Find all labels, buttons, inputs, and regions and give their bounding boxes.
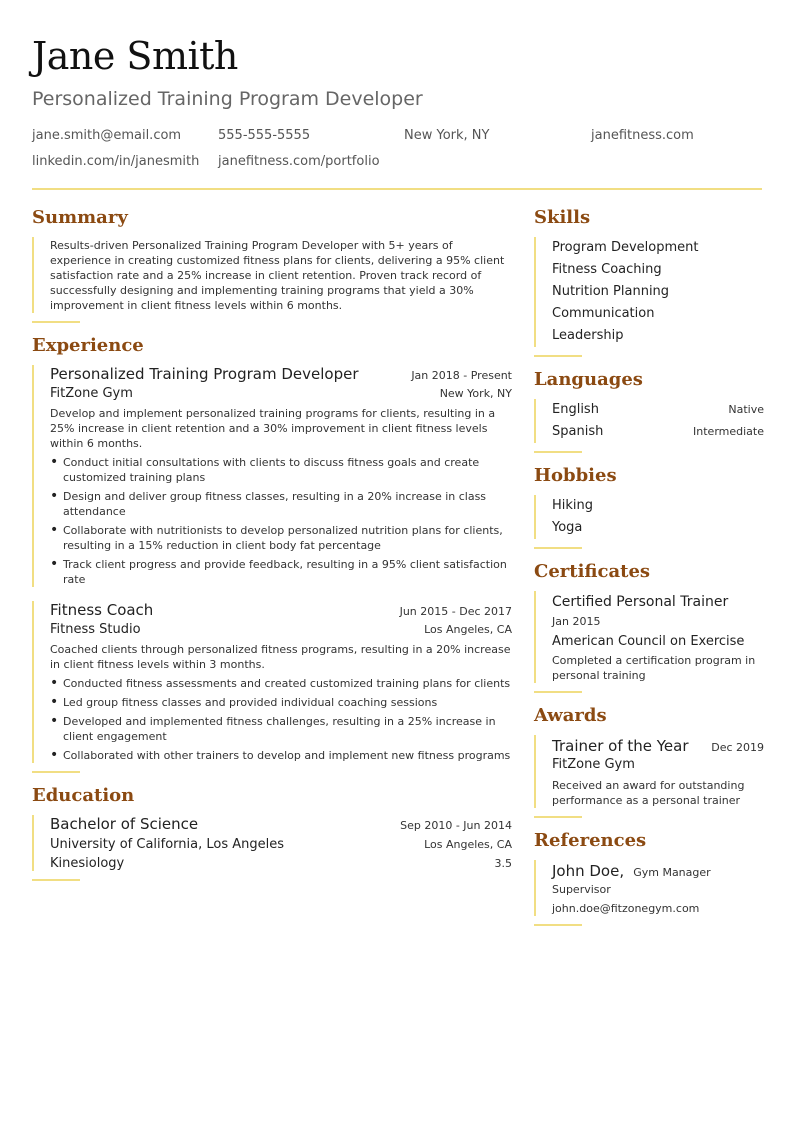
list-item: • Track client progress and provide feedback, resulting in a 95% client satisfaction rate: [50, 557, 512, 587]
hobby-item: Yoga: [552, 520, 583, 535]
section-divider: [534, 691, 582, 693]
language-name: Spanish: [552, 424, 604, 439]
reference-entry: [534, 860, 764, 916]
awards-heading: Awards: [534, 705, 607, 726]
right-column: [534, 205, 764, 936]
summary-heading: Summary: [32, 207, 128, 228]
field-of-study: Kinesiology: [50, 856, 125, 871]
summary-block: [32, 237, 512, 313]
job-bullets: [50, 455, 512, 587]
language-name: English: [552, 402, 599, 417]
experience-entry: [32, 601, 512, 763]
reference-relation: Supervisor: [552, 883, 611, 896]
contact-location: New York, NY: [404, 128, 490, 143]
job-title: Personalized Training Program Developer: [50, 365, 359, 383]
skill-item: Leadership: [552, 328, 624, 343]
job-description: Develop and implement personalized training programs for clients, resulting in a 25% increase in client retention and a 30% improvement in client fitness levels within 6 months.: [50, 407, 496, 450]
hobbies-heading: Hobbies: [534, 465, 617, 486]
list-item: • Collaborated with other trainers to develop and implement new fitness programs: [50, 748, 512, 763]
section-divider: [32, 771, 80, 773]
language-item: [552, 421, 764, 443]
section-divider: [32, 879, 80, 881]
language-level: Intermediate: [693, 425, 764, 438]
list-item: • Collaborate with nutritionists to develop personalized nutrition plans for clients, resulting in a 15% reduction in client body fat percentage: [50, 523, 512, 553]
award-issuer: FitZone Gym: [552, 757, 635, 772]
job-location: Los Angeles, CA: [424, 623, 512, 636]
contact-email[interactable]: jane.smith@email.com: [32, 128, 182, 143]
skills-heading: Skills: [534, 207, 591, 228]
education-heading: Education: [32, 785, 135, 806]
list-item: • Design and deliver group fitness classes, resulting in a 20% increase in class attendance: [50, 489, 512, 519]
skill-item: Program Development: [552, 240, 699, 255]
summary-text: Results-driven Personalized Training Program Developer with 5+ years of experience in creating customized fitness plans for clients, delivering a 95% client satisfaction rate and a 25% increase in client retention. Proven track record of successfully designing and implementing training programs that yield a 30% improvement in client fitness levels within 6 months.: [50, 239, 505, 312]
award-date: Dec 2019: [711, 741, 764, 754]
section-divider: [534, 355, 582, 357]
job-company: FitZone Gym: [50, 386, 133, 401]
certificate-issuer: American Council on Exercise: [552, 634, 745, 649]
languages-heading: Languages: [534, 369, 643, 390]
job-company: Fitness Studio: [50, 622, 141, 637]
degree: Bachelor of Science: [50, 815, 199, 833]
reference-email[interactable]: john.doe@fitzonegym.com: [552, 902, 700, 915]
section-divider: [534, 547, 582, 549]
language-level: Native: [728, 403, 764, 416]
certificates-heading: Certificates: [534, 561, 651, 582]
certificate-date: Jan 2015: [552, 615, 601, 628]
skill-item: Nutrition Planning: [552, 284, 670, 299]
section-divider: [534, 451, 582, 453]
list-item: • Led group fitness classes and provided individual coaching sessions: [50, 695, 512, 710]
job-dates: Jan 2018 - Present: [411, 369, 512, 382]
references-heading: References: [534, 830, 647, 851]
education-entry: [32, 815, 512, 871]
skills-list: [534, 237, 764, 347]
job-location: New York, NY: [439, 387, 512, 400]
section-divider: [534, 924, 582, 926]
hobbies-list: [534, 495, 764, 539]
left-column: [32, 205, 512, 891]
job-dates: Jun 2015 - Dec 2017: [399, 605, 512, 618]
header-divider: [32, 188, 762, 190]
award-description: Received an award for outstanding performance as a personal trainer: [552, 779, 745, 807]
certificate-entry: [534, 591, 764, 683]
education-dates: Sep 2010 - Jun 2014: [400, 819, 512, 832]
contact-website[interactable]: janefitness.com: [591, 128, 694, 143]
school-location: Los Angeles, CA: [424, 838, 512, 851]
skill-item: Fitness Coaching: [552, 262, 662, 277]
hobby-item: Hiking: [552, 498, 594, 513]
languages-list: [534, 399, 764, 443]
reference-name: John Doe,: [552, 862, 625, 880]
candidate-name: Jane Smith: [32, 34, 238, 78]
section-divider: [534, 816, 582, 818]
certificate-name: Certified Personal Trainer: [552, 594, 729, 610]
list-item: • Developed and implemented fitness challenges, resulting in a 25% increase in client engagement: [50, 714, 512, 744]
gpa: 3.5: [494, 857, 512, 870]
job-bullets: [50, 676, 512, 763]
job-description: Coached clients through personalized fitness programs, resulting in a 20% increase in client fitness levels within 3 months.: [50, 643, 511, 671]
list-item: • Conducted fitness assessments and created customized training plans for clients: [50, 676, 512, 691]
contact-linkedin[interactable]: linkedin.com/in/janesmith: [32, 154, 200, 169]
candidate-title: Personalized Training Program Developer: [32, 88, 423, 110]
award-entry: [534, 735, 764, 808]
experience-entry: [32, 365, 512, 587]
list-item: • Conduct initial consultations with clients to discuss fitness goals and create customized training plans: [50, 455, 512, 485]
section-divider: [32, 321, 80, 323]
job-title: Fitness Coach: [50, 601, 154, 619]
award-name: Trainer of the Year: [552, 737, 689, 755]
skill-item: Communication: [552, 306, 655, 321]
contact-portfolio[interactable]: janefitness.com/portfolio: [218, 154, 380, 169]
experience-heading: Experience: [32, 335, 144, 356]
reference-role: Gym Manager: [633, 866, 711, 879]
language-item: [552, 399, 764, 421]
certificate-description: Completed a certification program in personal training: [552, 654, 756, 682]
school-name: University of California, Los Angeles: [50, 837, 285, 852]
contact-phone[interactable]: 555-555-5555: [218, 128, 311, 143]
